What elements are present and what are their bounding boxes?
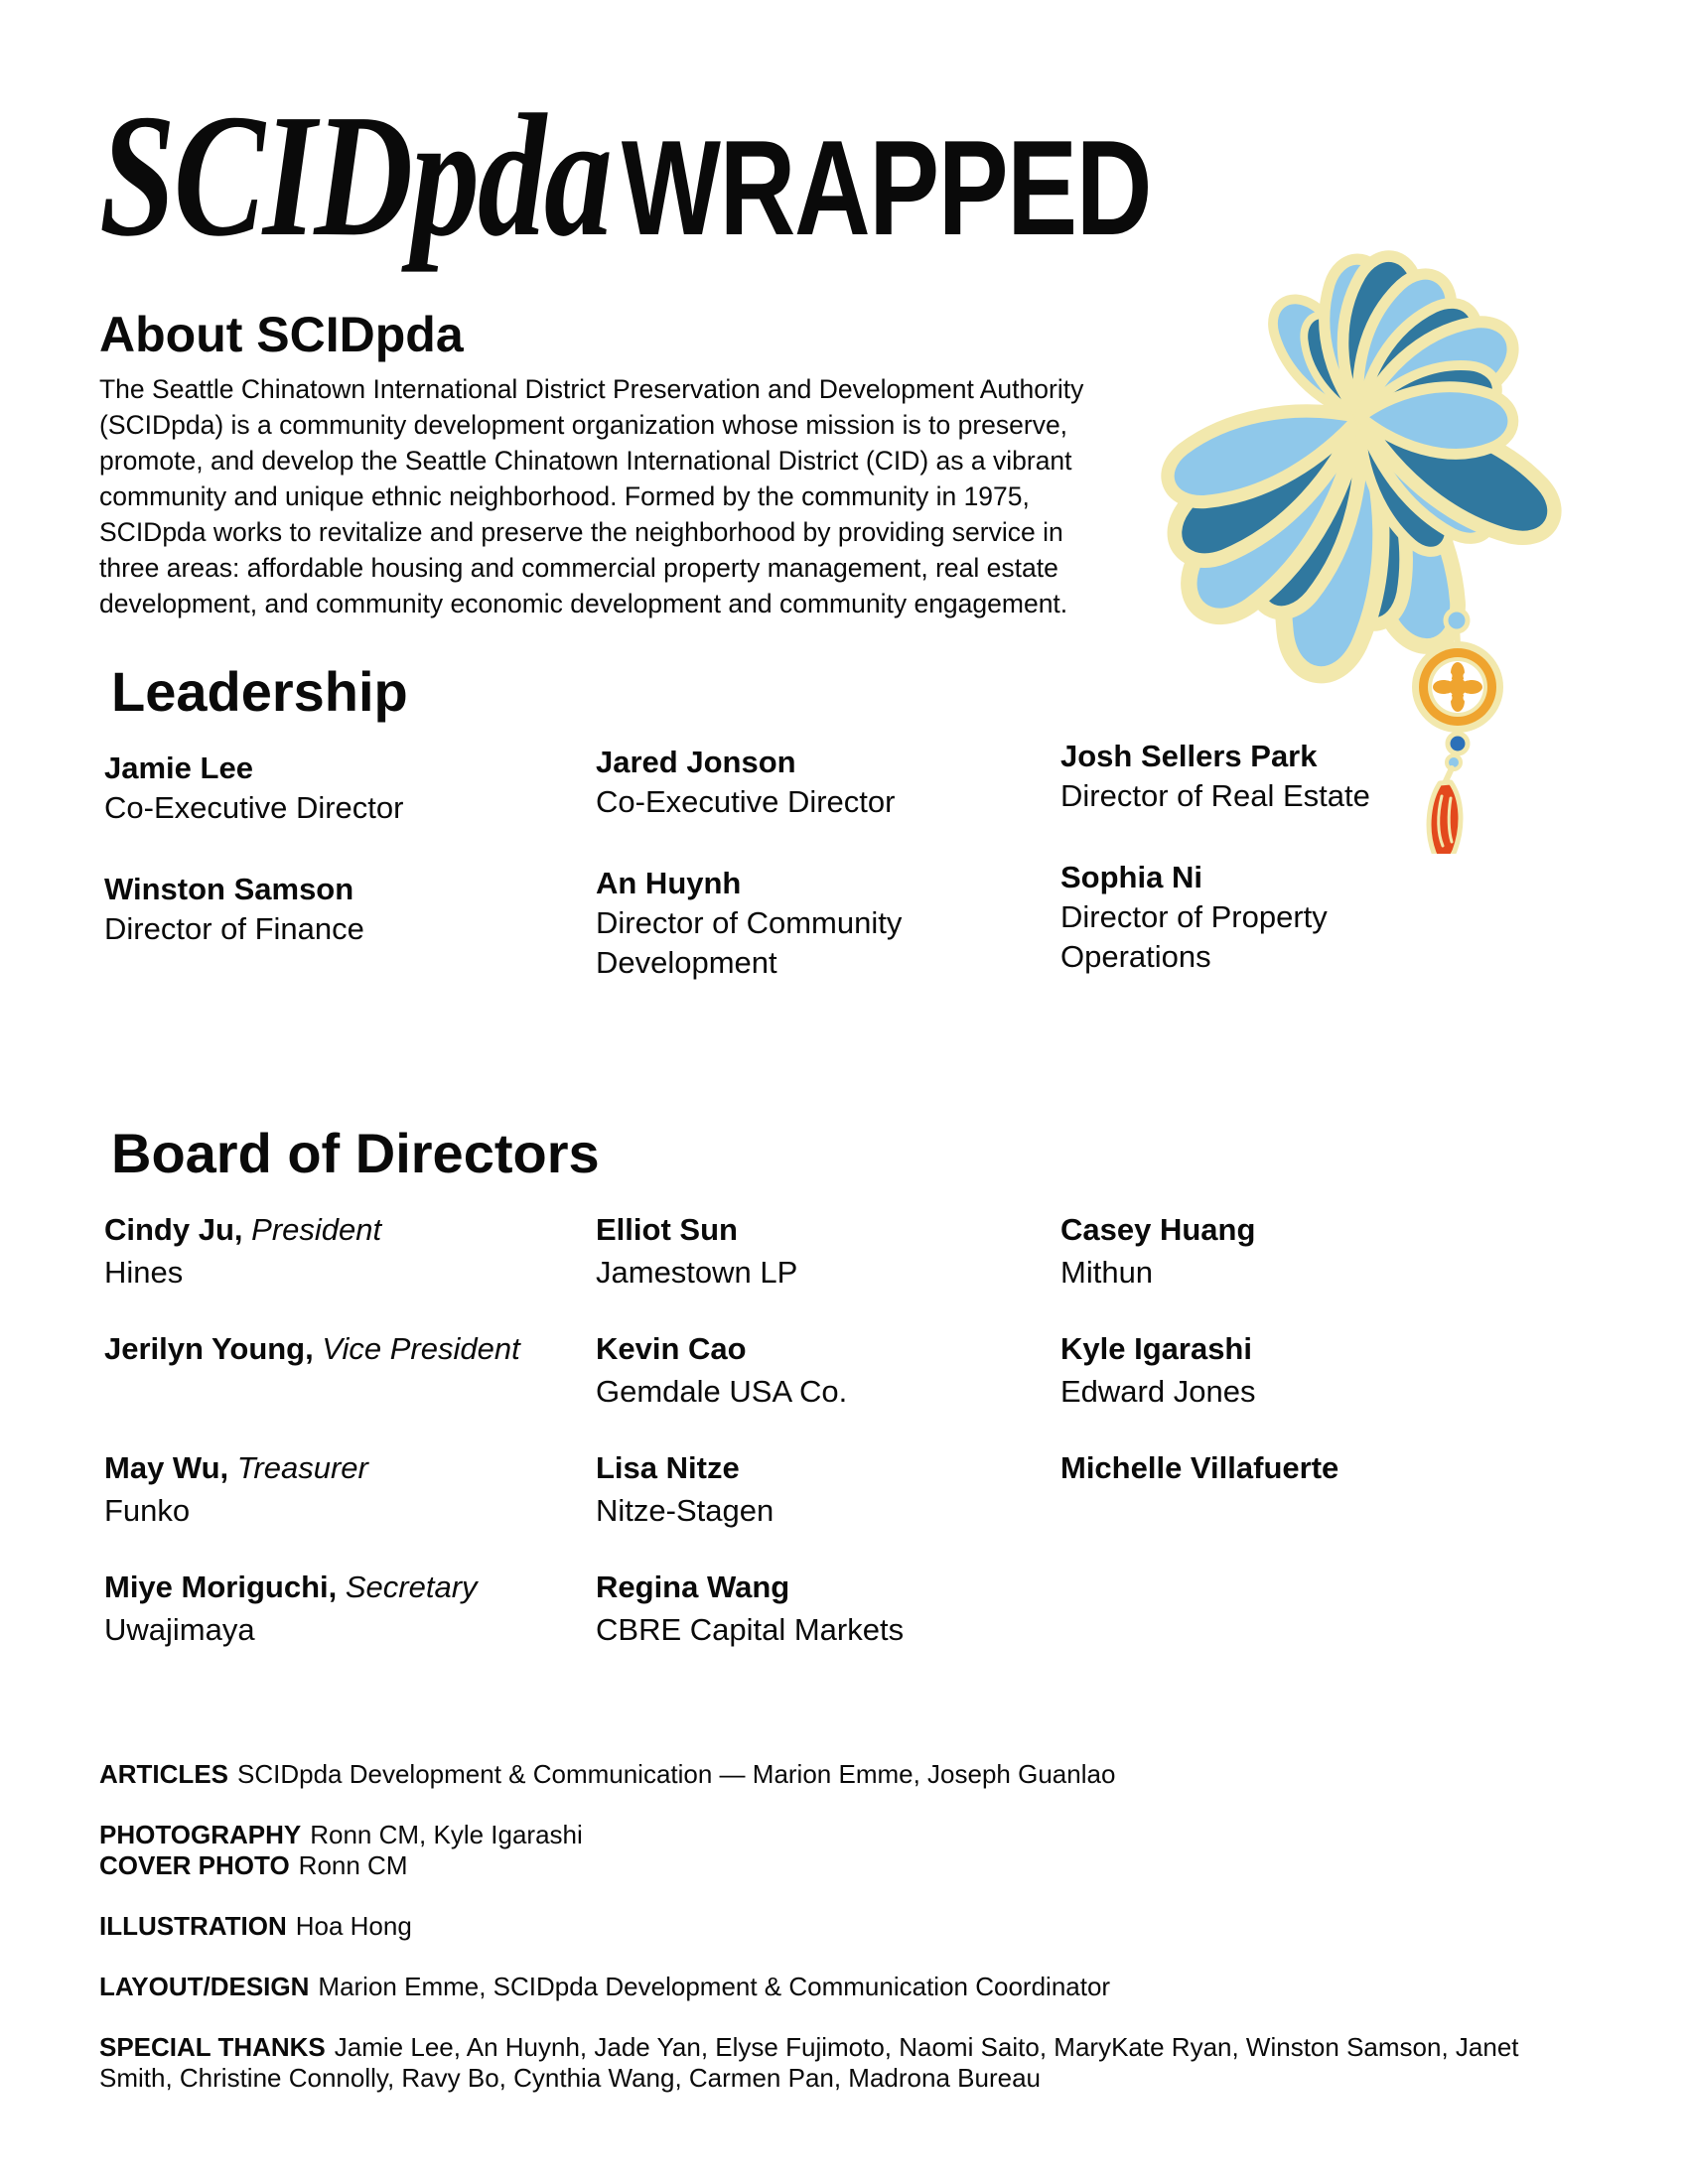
credit-line-illustration [99,1911,1599,1942]
person-company: Hines [104,1255,184,1290]
board-entry [1060,1446,1527,1566]
string-bead-dark [1448,734,1468,753]
board-entry [104,1327,571,1446]
person-company: Mithun [1060,1255,1154,1290]
person-company: Nitze-Stagen [596,1493,774,1528]
person-name: Lisa Nitze [596,1450,740,1485]
leadership-entry [104,749,521,870]
person-name: Winston Samson [104,872,354,906]
leadership-entry [596,864,938,985]
person-name: Regina Wang [596,1570,790,1604]
leadership-heading: Leadership [111,660,408,723]
board-column-3 [1060,1208,1527,1566]
page-title [99,78,1152,273]
string-bead-light [1446,610,1468,631]
board-name-line [596,1446,1033,1489]
person-officer-title: Secretary [345,1570,478,1604]
board-name-line [1060,1327,1527,1370]
person-name: An Huynh [596,866,742,900]
person-name: Jared Jonson [596,745,796,779]
flower-petals [1152,251,1562,688]
person-name: Jerilyn Young, [104,1331,314,1366]
credit-label: LAYOUT/DESIGN [99,1972,310,2001]
credit-label: PHOTOGRAPHY [99,1820,302,1849]
person-name: Kyle Igarashi [1060,1331,1252,1366]
credit-label: ILLUSTRATION [99,1911,287,1941]
credit-line-photography [99,1820,1599,1850]
board-entry [104,1208,571,1327]
board-name-line [104,1208,571,1251]
person-role: Director of Community Development [596,905,903,980]
board-entry [596,1327,1033,1446]
board-entry [596,1446,1033,1566]
page-title-serif: SCIDpda [99,78,611,273]
credit-line-layout-design [99,1972,1599,2002]
person-name: Sophia Ni [1060,860,1202,894]
leadership-column-1 [104,749,521,991]
board-heading: Board of Directors [111,1122,600,1184]
person-name: Elliot Sun [596,1212,738,1247]
board-name-line [596,1327,1033,1370]
credit-label: COVER PHOTO [99,1850,290,1880]
person-role: Director of Property Operations [1060,899,1328,974]
about-paragraph: The Seattle Chinatown International District Preservation and Development Authority (SCIDpda) is a community development organization whose mission is to preserve, promote, and develop the Seattle Chinatown International District (CID) as a vibrant community and unique ethnic neighborhood. Formed by the community in 1975, SCIDpda works to revitalize and preserve the neighborhood by providing service in three areas: affordable housing and commercial property management, real estate development, and community economic development and community engagement. [99,374,1084,618]
board-entry [104,1446,571,1566]
page-title-sans: WRAPPED [621,112,1152,263]
chrysanthemum-flower-illustration [1112,238,1628,854]
leadership-column-2 [596,743,938,985]
person-company: Gemdale USA Co. [596,1374,848,1409]
person-company: CBRE Capital Markets [596,1612,905,1647]
person-company: Edward Jones [1060,1374,1256,1409]
credit-text: Ronn CM [298,1850,408,1880]
person-company: Uwajimaya [104,1612,255,1647]
board-name-line [104,1446,571,1489]
credit-text: Jamie Lee, An Huynh, Jade Yan, Elyse Fujimoto, Naomi Saito, MaryKate Ryan, Winston Samson, Janet Smith, Christine Connolly, Ravy Bo, Cynthia Wang, Carmen Pan, Madrona Bureau [99,2032,1519,2093]
person-name: May Wu, [104,1450,229,1485]
leadership-entry [1060,858,1403,979]
board-name-line [596,1566,1033,1608]
production-credits [99,1759,1599,2123]
leadership-entry [104,870,521,991]
person-officer-title: Treasurer [236,1450,368,1485]
board-entry [1060,1208,1527,1327]
person-name: Cindy Ju, [104,1212,243,1247]
board-entry [104,1566,571,1685]
board-name-line [1060,1208,1527,1251]
knot-medallion [1412,641,1503,733]
person-officer-title: Vice President [322,1331,520,1366]
person-role: Co-Executive Director [104,790,404,825]
credit-text: SCIDpda Development & Communication — Marion Emme, Joseph Guanlao [237,1759,1116,1789]
board-name-line [104,1327,571,1370]
credit-line-special-thanks [99,2032,1599,2094]
board-entry [596,1566,1033,1685]
board-entry [1060,1327,1527,1446]
person-company: Jamestown LP [596,1255,798,1290]
credit-text: Marion Emme, SCIDpda Development & Communication Coordinator [318,1972,1111,2001]
credit-line-cover-photo [99,1850,1599,1881]
person-name: Jamie Lee [104,751,253,785]
person-name: Michelle Villafuerte [1060,1450,1339,1485]
person-role: Director of Real Estate [1060,778,1370,813]
person-name: Kevin Cao [596,1331,747,1366]
person-company: Funko [104,1493,191,1528]
about-heading: About SCIDpda [99,307,464,362]
person-name: Josh Sellers Park [1060,739,1318,773]
credit-label: SPECIAL THANKS [99,2032,326,2062]
board-name-line [104,1566,571,1608]
person-role: Director of Finance [104,911,364,946]
person-role: Co-Executive Director [596,784,896,819]
leadership-entry [596,743,938,864]
person-name: Casey Huang [1060,1212,1256,1247]
board-entry [596,1208,1033,1327]
person-name: Miye Moriguchi, [104,1570,338,1604]
tassel [1429,782,1461,854]
board-name-line [596,1208,1033,1251]
board-name-line [1060,1446,1527,1489]
board-column-2 [596,1208,1033,1685]
credit-text: Ronn CM, Kyle Igarashi [310,1820,583,1849]
credit-text: Hoa Hong [295,1911,412,1941]
board-column-1 [104,1208,571,1685]
credit-label: ARTICLES [99,1759,228,1789]
person-officer-title: President [251,1212,382,1247]
credit-line-articles [99,1759,1599,1790]
